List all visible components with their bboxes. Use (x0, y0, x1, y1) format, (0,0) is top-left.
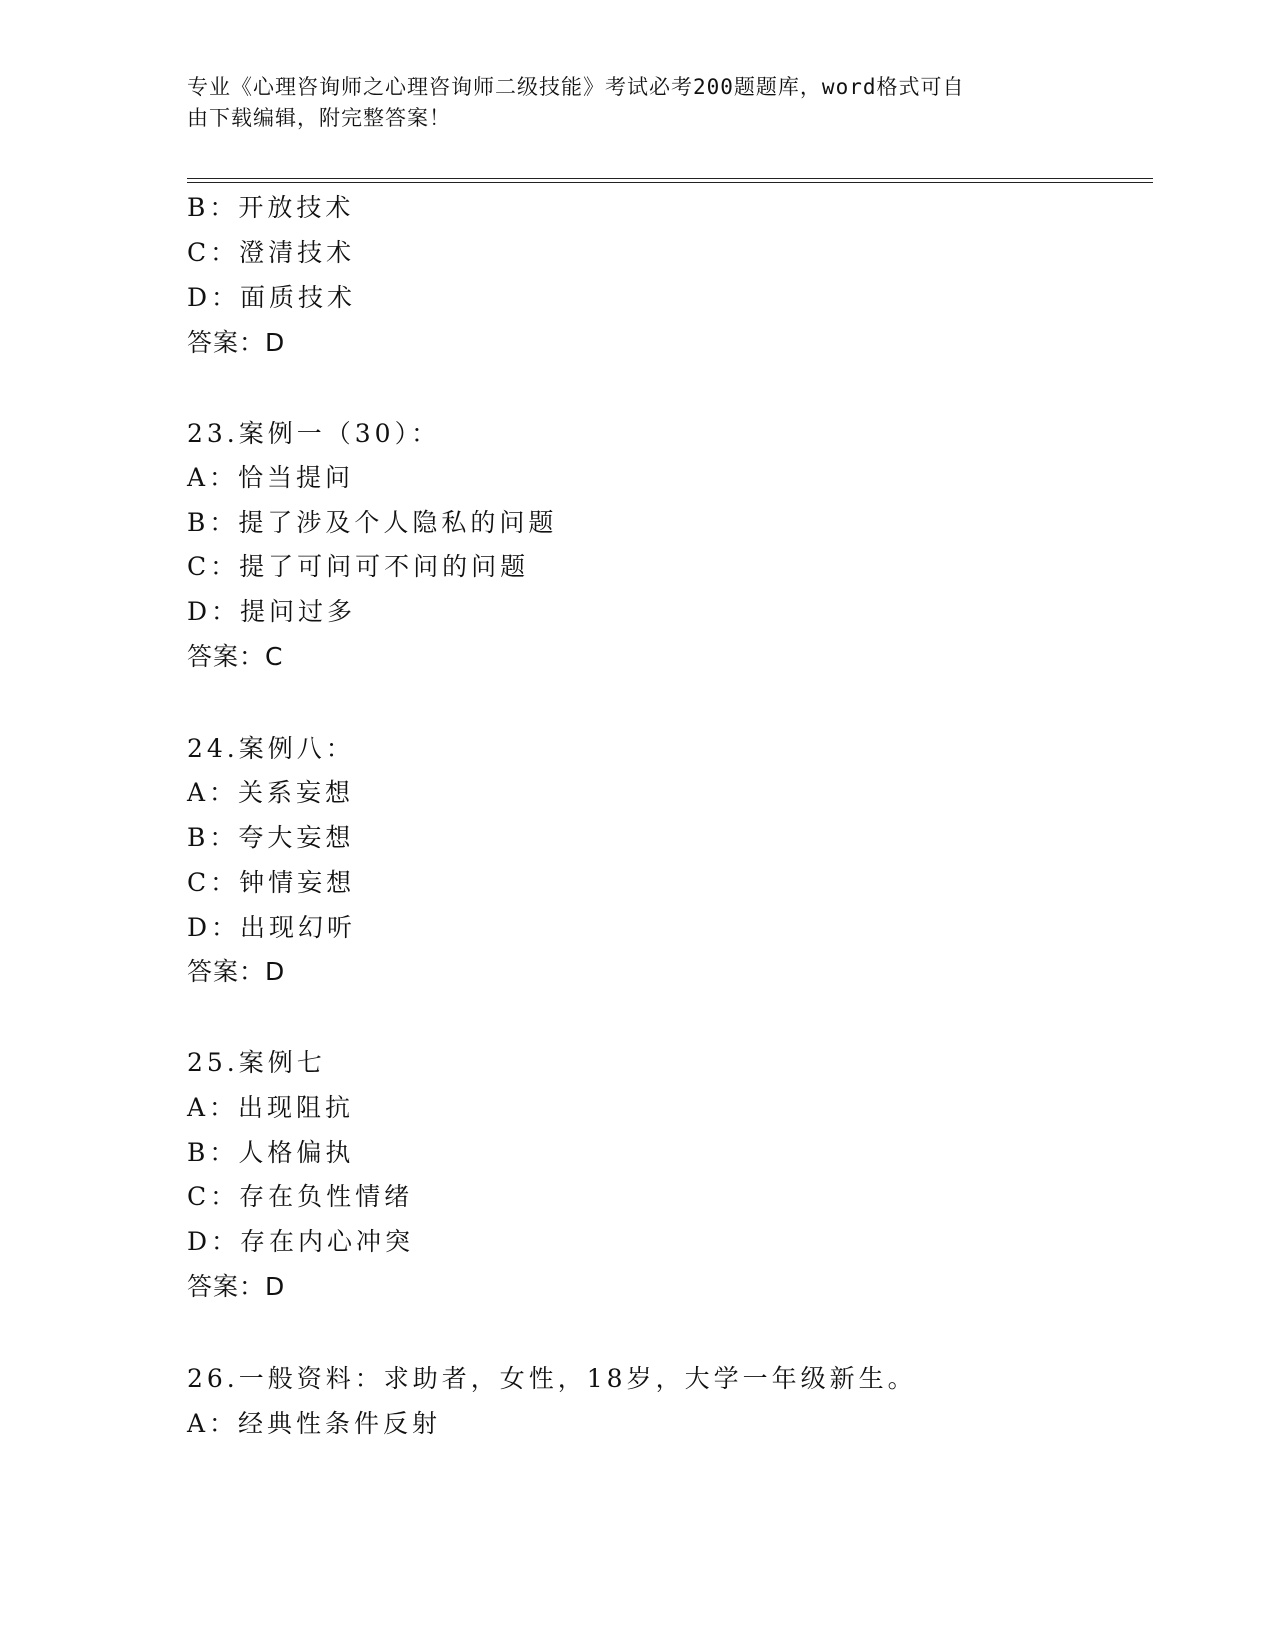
option-c: C：存在负性情绪 (187, 1182, 414, 1211)
intro-line-1: 专业《心理咨询师之心理咨询师二级技能》考试必考200题题库，word格式可自 (187, 75, 965, 99)
answer: 答案：D (187, 957, 286, 986)
option-c: C：澄清技术 (187, 238, 356, 267)
option-d: D：提问过多 (187, 597, 357, 626)
option-b: B：提了涉及个人隐私的问题 (187, 508, 558, 537)
question-title: 25.案例七 (187, 1048, 326, 1077)
question-title: 23.案例一（30）： (187, 419, 441, 448)
option-d: D：存在内心冲突 (187, 1227, 415, 1256)
option-d: D：出现幻听 (187, 913, 357, 942)
intro-line-2: 由下载编辑，附完整答案！ (187, 106, 451, 130)
option-b: B：开放技术 (187, 193, 355, 222)
question-title: 26.一般资料：求助者，女性，18岁，大学一年级新生。 (187, 1364, 917, 1393)
answer: 答案：D (187, 1272, 286, 1301)
option-c: C：提了可问可不问的问题 (187, 552, 530, 581)
answer: 答案：D (187, 328, 286, 357)
header-divider-top (187, 178, 1153, 179)
option-c: C：钟情妄想 (187, 868, 356, 897)
option-a: A：恰当提问 (187, 463, 355, 492)
header-divider-bottom (187, 182, 1153, 183)
option-a: A：出现阻抗 (187, 1093, 355, 1122)
answer: 答案：C (187, 642, 284, 671)
question-title: 24.案例八： (187, 734, 355, 763)
option-d: D：面质技术 (187, 283, 357, 312)
option-b: B：人格偏执 (187, 1138, 355, 1167)
document-header (187, 72, 1067, 134)
option-a: A：关系妄想 (187, 778, 355, 807)
option-b: B：夸大妄想 (187, 823, 355, 852)
option-a: A：经典性条件反射 (187, 1409, 442, 1438)
